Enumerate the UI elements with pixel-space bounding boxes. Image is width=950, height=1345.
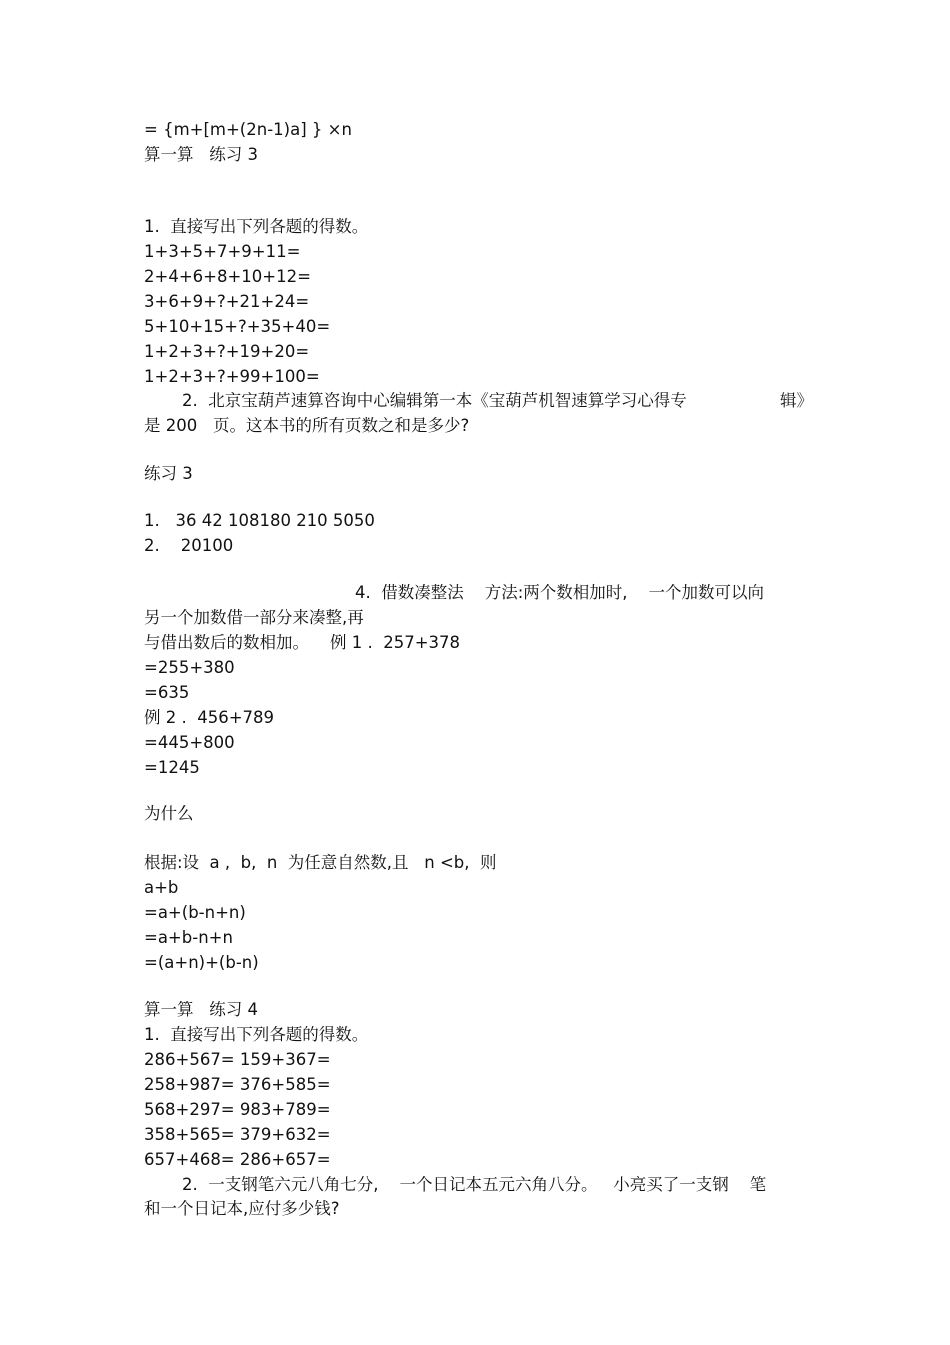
exercise-line: 3+6+9+?+21+24= [144,292,310,311]
formula-line: = {m+[m+(2n-1)a] } ×n [144,120,352,139]
section-heading: 算一算 练习 3 [144,145,258,164]
exercise-line: 258+987= 376+585= [144,1075,331,1094]
question-1: 1. 直接写出下列各题的得数。 [144,1025,369,1044]
question-2: 2. 一支钢笔六元八角七分, 一个日记本五元六角八分。 小亮买了一支钢 笔 [182,1175,767,1194]
proof-line: a+b [144,878,179,897]
question-1: 1. 直接写出下列各题的得数。 [144,217,369,236]
question-2-line-2: 是 200 页。这本书的所有页数之和是多少? [144,416,470,435]
example-line: =445+800 [144,733,235,752]
proof-line: =a+b-n+n [144,928,233,947]
exercise-line: 2+4+6+8+10+12= [144,267,311,286]
section-heading: 算一算 练习 4 [144,1000,258,1019]
answer-line: 2. 20100 [144,536,234,555]
example-line: 例 2 . 456+789 [144,708,275,727]
method-text: 另一个加数借一部分来凑整,再 [144,608,364,627]
example-line: =635 [144,683,190,702]
exercise-line: 1+2+3+?+99+100= [144,367,320,386]
proof-line: =a+(b-n+n) [144,903,246,922]
exercise-line: 1+2+3+?+19+20= [144,342,310,361]
exercise-line: 568+297= 983+789= [144,1100,331,1119]
exercise-line: 1+3+5+7+9+11= [144,242,301,261]
method-text: 与借出数后的数相加。 例 1 . 257+378 [144,633,461,652]
answer-line: 1. 36 42 108180 210 5050 [144,511,375,530]
method-heading: 4. 借数凑整法 方法:两个数相加时, 一个加数可以向 [355,583,764,602]
question-2-line-2: 和一个日记本,应付多少钱? [144,1199,340,1218]
exercise-line: 358+565= 379+632= [144,1125,331,1144]
why-heading: 为什么 [144,804,194,823]
question-2: 2. 北京宝葫芦速算咨询中心编辑第一本《宝葫芦机智速算学习心得专 [182,391,687,410]
answers-heading: 练习 3 [144,464,193,483]
example-line: =1245 [144,758,200,777]
example-line: =255+380 [144,658,235,677]
exercise-line: 286+567= 159+367= [144,1050,331,1069]
proof-line: =(a+n)+(b-n) [144,953,259,972]
proof-text: 根据:设 a , b, n 为任意自然数,且 n <b, 则 [144,853,497,872]
question-2-continued: 辑》 [780,391,813,410]
exercise-line: 5+10+15+?+35+40= [144,317,331,336]
exercise-line: 657+468= 286+657= [144,1150,331,1169]
